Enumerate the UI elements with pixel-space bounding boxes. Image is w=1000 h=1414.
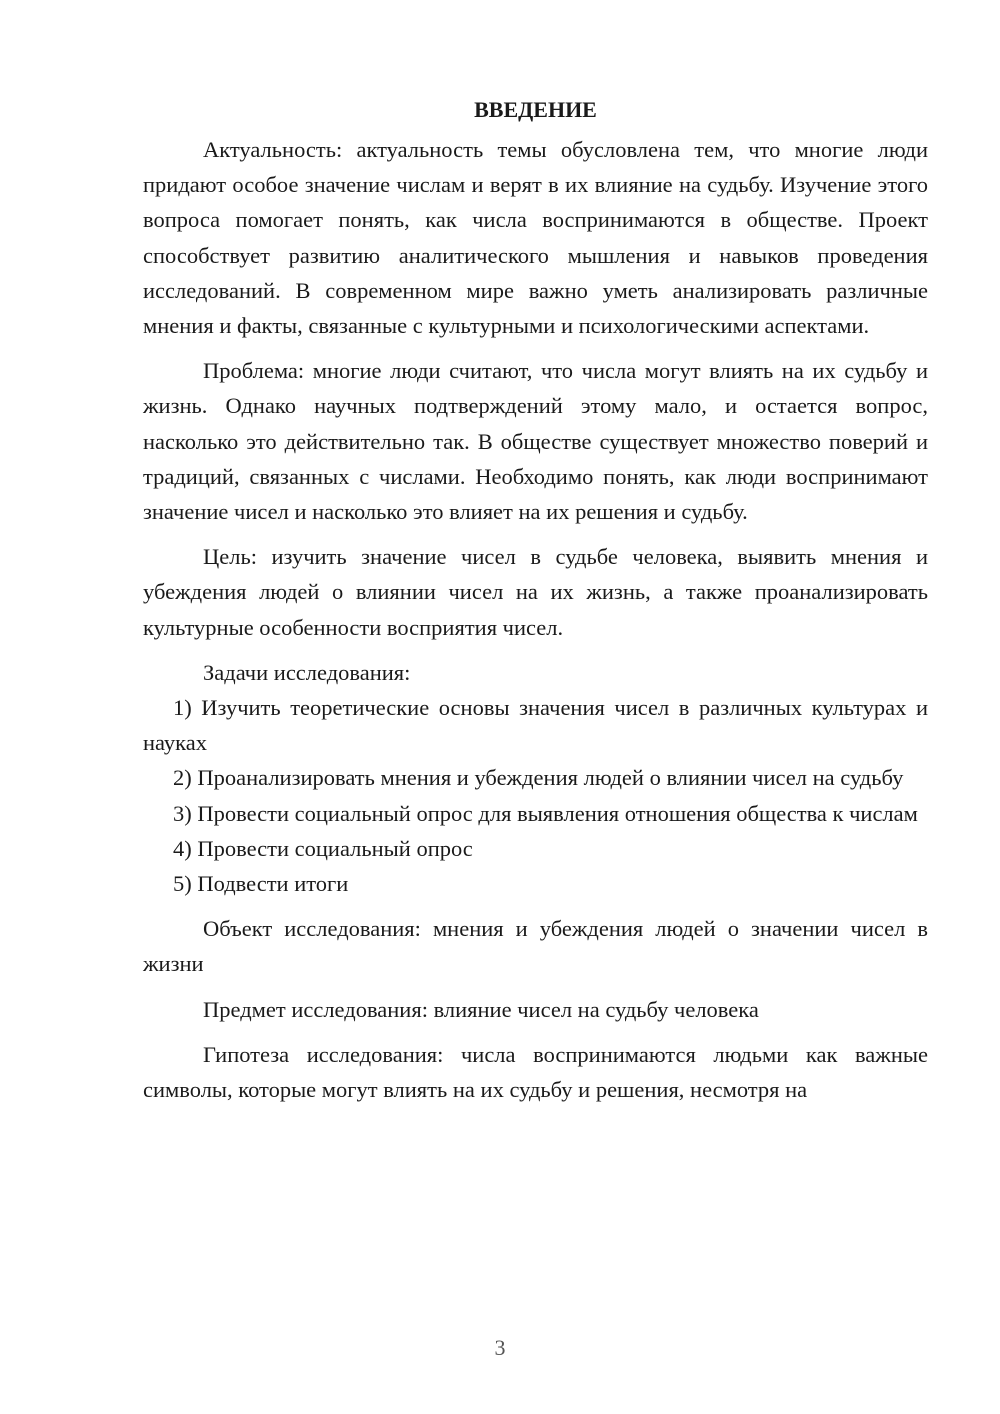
relevance-paragraph: Актуальность: актуальность темы обусловлена тем, что многие люди придают особое значение числам и верят в их влияние на судьбу. Изучение этого вопроса помогает понять, как числа воспринимаются в обществе. Проект способствует развитию аналитического мышления и навыков проведения исследований. В современном мире важно уметь анализировать различные мнения и факты, связанные с культурными и психологическими аспектами.	[143, 137, 928, 339]
document-body	[143, 92, 928, 1107]
task-item-2: 2) Проанализировать мнения и убеждения людей о влиянии чисел на судьбу	[173, 765, 904, 791]
subject-paragraph: Предмет исследования: влияние чисел на судьбу человека	[203, 996, 759, 1022]
page-title: ВВЕДЕНИЕ	[474, 97, 597, 122]
task-item-3: 3) Провести социальный опрос для выявления отношения общества к числам	[173, 800, 918, 826]
tasks-list	[143, 690, 928, 901]
page-number: 3	[494, 1335, 506, 1360]
goal-paragraph: Цель: изучить значение чисел в судьбе человека, выявить мнения и убеждения людей о влиянии чисел на их жизнь, а также проанализировать культурные особенности восприятия чисел.	[143, 544, 928, 640]
object-paragraph: Объект исследования: мнения и убеждения людей о значении чисел в жизни	[143, 916, 928, 977]
hypothesis-paragraph: Гипотеза исследования: числа воспринимаются людьми как важные символы, которые могут влиять на их судьбу и решения, несмотря на	[143, 1041, 928, 1103]
task-item-5: 5) Подвести итоги	[173, 871, 349, 897]
task-item-1: 1) Изучить теоретические основы значения чисел в различных культурах и науках	[143, 695, 928, 756]
task-item-4: 4) Провести социальный опрос	[173, 835, 473, 861]
tasks-heading: Задачи исследования:	[203, 659, 411, 685]
problem-paragraph: Проблема: многие люди считают, что числа могут влиять на их судьбу и жизнь. Однако научных подтверждений этому мало, и остается вопрос, насколько это действительно так. В обществе существует множество поверий и традиций, связанных с числами. Необходимо понять, как люди воспринимают значение чисел и насколько это влияет на их решения и судьбу.	[143, 358, 928, 525]
